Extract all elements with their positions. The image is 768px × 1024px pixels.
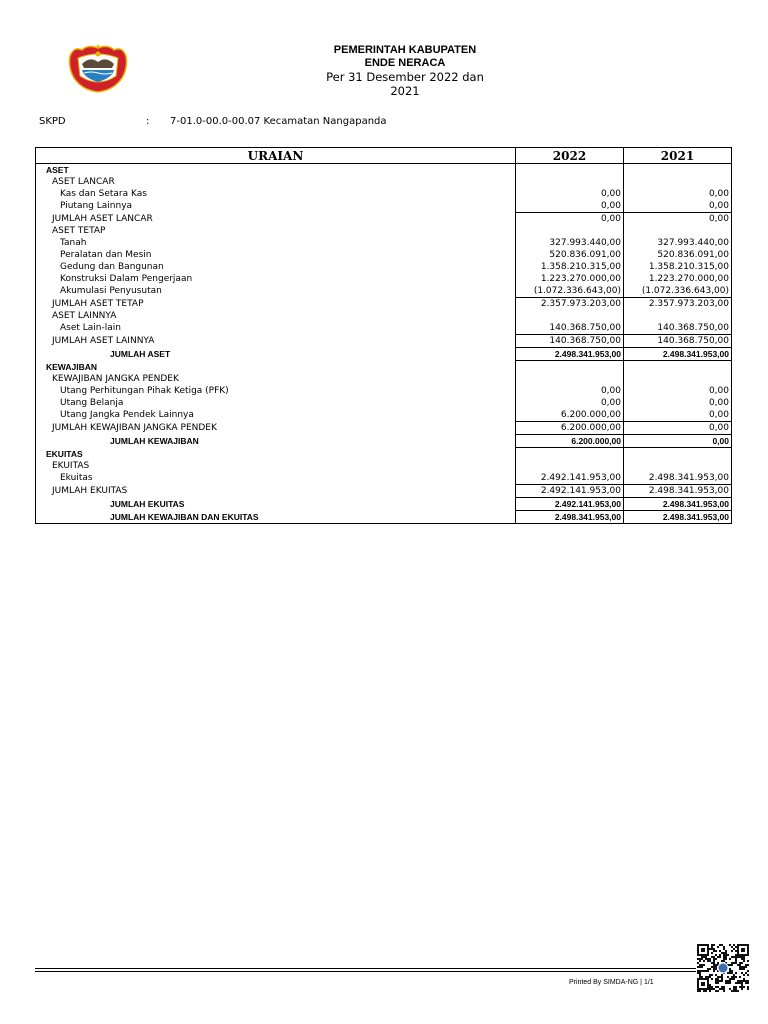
table-row	[36, 373, 732, 385]
value-2021	[624, 176, 732, 188]
table-row	[36, 249, 732, 261]
value-2021	[624, 164, 732, 177]
skpd-label: SKPD	[39, 116, 66, 127]
row-label: Aset Lain-lain	[36, 322, 516, 335]
table-row	[36, 164, 732, 177]
value-2021: 0,00	[624, 200, 732, 213]
row-label: JUMLAH ASET LANCAR	[36, 213, 516, 226]
table-row	[36, 273, 732, 285]
value-2022	[516, 448, 624, 461]
table-row	[36, 188, 732, 200]
row-label: Ekuitas	[36, 472, 516, 485]
table-row	[36, 298, 732, 311]
table-row	[36, 409, 732, 422]
table-row	[36, 498, 732, 511]
value-2021	[624, 373, 732, 385]
value-2021	[624, 361, 732, 374]
value-2022: 1.358.210.315,00	[516, 261, 624, 273]
value-2022: 2.492.141.953,00	[516, 485, 624, 498]
table-row	[36, 237, 732, 249]
value-2022: 140.368.750,00	[516, 335, 624, 348]
value-2022: 6.200.000,00	[516, 435, 624, 448]
value-2022	[516, 361, 624, 374]
value-2021: (1.072.336.643,00)	[624, 285, 732, 298]
header-line-1: PEMERINTAH KABUPATEN	[333, 44, 477, 56]
footer-divider	[35, 968, 696, 972]
table-row	[36, 385, 732, 397]
row-label: Utang Jangka Pendek Lainnya	[36, 409, 516, 422]
row-label: Tanah	[36, 237, 516, 249]
value-2021: 2.357.973.203,00	[624, 298, 732, 311]
value-2022: 0,00	[516, 188, 624, 200]
value-2022: 0,00	[516, 385, 624, 397]
value-2021: 327.993.440,00	[624, 237, 732, 249]
header-line-3: Per 31 Desember 2022 dan	[326, 70, 484, 84]
row-label: Piutang Lainnya	[36, 200, 516, 213]
row-label: Kas dan Setara Kas	[36, 188, 516, 200]
value-2021: 0,00	[624, 385, 732, 397]
row-label: JUMLAH ASET LAINNYA	[36, 335, 516, 348]
balance-sheet-table	[35, 147, 732, 524]
value-2021: 0,00	[624, 435, 732, 448]
table-body	[36, 164, 732, 524]
value-2022: (1.072.336.643,00)	[516, 285, 624, 298]
table-row	[36, 435, 732, 448]
row-label: Akumulasi Penyusutan	[36, 285, 516, 298]
table-row	[36, 348, 732, 361]
value-2022: 6.200.000,00	[516, 422, 624, 435]
row-label: ASET LANCAR	[36, 176, 516, 188]
value-2022: 2.492.141.953,00	[516, 472, 624, 485]
value-2022: 520.836.091,00	[516, 249, 624, 261]
value-2021	[624, 225, 732, 237]
value-2022: 0,00	[516, 397, 624, 409]
table-row	[36, 511, 732, 524]
row-label: JUMLAH ASET	[36, 348, 516, 361]
table-row	[36, 397, 732, 409]
table-row	[36, 200, 732, 213]
report-header	[250, 44, 560, 98]
value-2021: 2.498.341.953,00	[624, 511, 732, 524]
row-label: EKUITAS	[36, 448, 516, 461]
header-uraian: URAIAN	[36, 148, 516, 164]
table-row	[36, 335, 732, 348]
value-2021: 2.498.341.953,00	[624, 498, 732, 511]
value-2021	[624, 460, 732, 472]
header-line-2: ENDE NERACA	[364, 57, 446, 69]
value-2022: 2.498.341.953,00	[516, 511, 624, 524]
row-label: ASET TETAP	[36, 225, 516, 237]
value-2022: 140.368.750,00	[516, 322, 624, 335]
value-2021: 0,00	[624, 397, 732, 409]
table-row	[36, 285, 732, 298]
value-2022	[516, 225, 624, 237]
value-2021: 0,00	[624, 409, 732, 422]
row-label: EKUITAS	[36, 460, 516, 472]
table-row	[36, 472, 732, 485]
table-row	[36, 176, 732, 188]
row-label: Konstruksi Dalam Pengerjaan	[36, 273, 516, 285]
value-2021: 140.368.750,00	[624, 322, 732, 335]
table-row	[36, 448, 732, 461]
row-label: ASET LAINNYA	[36, 310, 516, 322]
value-2021: 2.498.341.953,00	[624, 348, 732, 361]
value-2021: 140.368.750,00	[624, 335, 732, 348]
table-row	[36, 422, 732, 435]
value-2021: 0,00	[624, 188, 732, 200]
value-2022: 2.492.141.953,00	[516, 498, 624, 511]
value-2021: 0,00	[624, 422, 732, 435]
value-2022: 2.357.973.203,00	[516, 298, 624, 311]
value-2021: 0,00	[624, 213, 732, 226]
skpd-value: 7-01.0-00.0-00.07 Kecamatan Nangapanda	[170, 116, 387, 127]
value-2021	[624, 310, 732, 322]
header-2021: 2021	[624, 148, 732, 164]
value-2021: 2.498.341.953,00	[624, 485, 732, 498]
value-2021	[624, 448, 732, 461]
table-row	[36, 322, 732, 335]
table-row	[36, 485, 732, 498]
row-label: KEWAJIBAN JANGKA PENDEK	[36, 373, 516, 385]
value-2022: 6.200.000,00	[516, 409, 624, 422]
value-2022: 1.223.270.000,00	[516, 273, 624, 285]
row-label: Peralatan dan Mesin	[36, 249, 516, 261]
value-2022	[516, 460, 624, 472]
row-label: Utang Perhitungan Pihak Ketiga (PFK)	[36, 385, 516, 397]
value-2022	[516, 176, 624, 188]
row-label: Utang Belanja	[36, 397, 516, 409]
value-2022	[516, 310, 624, 322]
row-label: ASET	[36, 164, 516, 177]
row-label: JUMLAH KEWAJIBAN DAN EKUITAS	[36, 511, 516, 524]
table-row	[36, 261, 732, 273]
value-2022: 0,00	[516, 200, 624, 213]
value-2021: 1.223.270.000,00	[624, 273, 732, 285]
value-2021: 520.836.091,00	[624, 249, 732, 261]
row-label: JUMLAH EKUITAS	[36, 485, 516, 498]
row-label: KEWAJIBAN	[36, 361, 516, 374]
value-2022	[516, 373, 624, 385]
value-2022: 0,00	[516, 213, 624, 226]
table-row	[36, 361, 732, 374]
skpd-separator: :	[146, 116, 150, 127]
header-line-4: 2021	[390, 84, 420, 98]
value-2022: 2.498.341.953,00	[516, 348, 624, 361]
table-row	[36, 460, 732, 472]
row-label: Gedung dan Bangunan	[36, 261, 516, 273]
table-row	[36, 213, 732, 226]
value-2021: 1.358.210.315,00	[624, 261, 732, 273]
row-label: JUMLAH ASET TETAP	[36, 298, 516, 311]
value-2021: 2.498.341.953,00	[624, 472, 732, 485]
row-label: JUMLAH KEWAJIBAN JANGKA PENDEK	[36, 422, 516, 435]
qr-code-icon	[697, 944, 749, 992]
value-2022	[516, 164, 624, 177]
table-header-row	[36, 148, 732, 164]
printed-by-text: Printed By SIMDA-NG | 1/1	[569, 979, 654, 986]
row-label: JUMLAH EKUITAS	[36, 498, 516, 511]
value-2022: 327.993.440,00	[516, 237, 624, 249]
table-row	[36, 310, 732, 322]
row-label: JUMLAH KEWAJIBAN	[36, 435, 516, 448]
table-row	[36, 225, 732, 237]
regency-emblem-icon	[66, 42, 130, 94]
header-2022: 2022	[516, 148, 624, 164]
